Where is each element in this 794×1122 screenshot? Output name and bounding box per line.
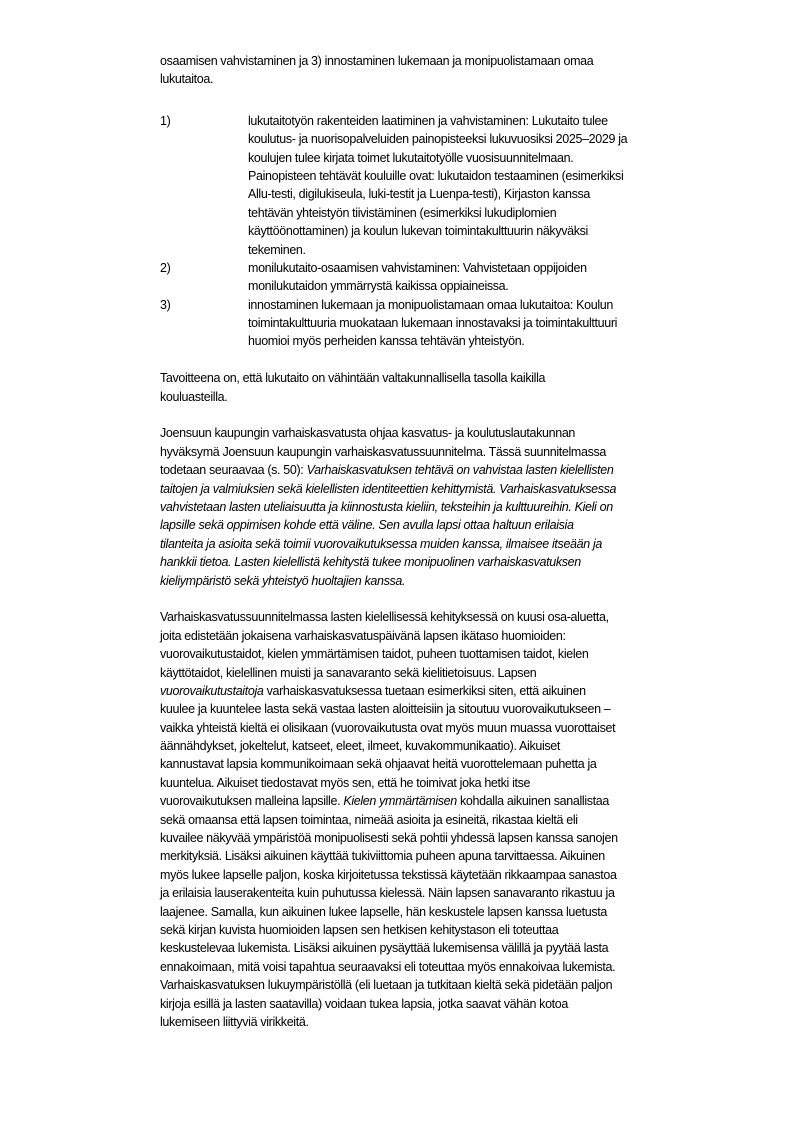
text-line: Painopisteen tehtävät kouluille ovat: lukutaidon testaaminen (esimerkiksi [248, 168, 624, 183]
text-line: vuorovaikutustaidot, kielen ymmärtämisen taidot, puheen tuottamisen taidot, kielen [160, 647, 589, 662]
text-line: monilukutaito-osaamisen vahvistaminen: Vahvistetaan oppijoiden [248, 260, 587, 275]
text-line: vaikka yhteistä kieltä ei olisikaan (vuorovaikutusta ovat myös muun muassa vuorottaiset [160, 720, 616, 735]
text-line: Joensuun kaupungin varhaiskasvatusta ohjaa kasvatus- ja koulutuslautakunnan [160, 426, 576, 441]
text-line: osaamisen vahvistaminen ja 3) innostaminen lukemaan ja monipuolistamaan omaa [160, 54, 594, 68]
list-item-text [248, 112, 730, 259]
text-line: kuvailee näkyvää ympäristöä monipuolisesti sekä pohtii yhdessä lapsen kanssa sanojen [160, 831, 618, 846]
paragraph [160, 369, 730, 406]
list-marker: 3) [160, 297, 171, 312]
text-line: käyttötaidot, kielellinen muisti ja sanavaranto sekä kielitietoisuus. Lapsen [160, 665, 537, 680]
text-line: lukemiseen liittyviä virikkeitä. [160, 1014, 309, 1029]
text-line: koulutus- ja nuorisopalveluiden painopisteeksi lukuvuosiksi 2025–2029 ja [248, 132, 628, 147]
list-item [160, 259, 730, 296]
list-marker: 1) [160, 113, 171, 128]
text-line: keskustelevaa lukemista. Lisäksi aikuinen pysäyttää lukemisensa välillä ja pyytää lasta [160, 941, 609, 956]
text-line: todetaan seuraavaa (s. 50): Varhaiskasvatuksen tehtävä on vahvistaa lasten kielellisten [160, 463, 614, 478]
text-line: lapsille sekä oppimisen kohde että väline. Sen avulla lapsi ottaa haltuun erilaisia [160, 518, 574, 533]
text-line: tehtävän yhteistyön tiivistäminen (esimerkiksi lukudiplomien [248, 205, 557, 220]
text-line: vuorovaikutuksen malleina lapsille. Kielen ymmärtämisen kohdalla aikuinen sanallistaa [160, 794, 609, 809]
paragraph [160, 52, 730, 89]
text-line: käyttöönottaminen) ja koulun lukevan toimintakulttuurin näkyväksi [248, 224, 588, 239]
text-line: kouluasteilla. [160, 389, 228, 404]
text-line: toimintakulttuuria muokataan lukemaan innostavaksi ja toimintakulttuuri [248, 316, 618, 331]
text-line: tekeminen. [248, 242, 306, 257]
text-line: huomioi myös perheiden kanssa tehtävän yhteistyön. [248, 334, 525, 349]
list-item [160, 296, 730, 351]
text-line: lukutaitoa. [160, 72, 214, 87]
text-line: Varhaiskasvatussuunnitelmassa lasten kielellisessä kehityksessä on kuusi osa-aluetta, [160, 610, 609, 625]
text-line: koulujen tulee kirjata toimet lukutaitotyölle vuosisuunnitelmaan. [248, 150, 574, 165]
list-item [160, 112, 730, 259]
text-line: vuorovaikutustaitoja varhaiskasvatuksessa tuetaan esimerkiksi siten, että aikuinen [160, 683, 586, 698]
text-line: sekä omaansa että lapsen toimintaa, nimeää asioita ja esineitä, rikastaa kieltä eli [160, 812, 578, 827]
text-line: innostaminen lukemaan ja monipuolistamaan omaa lukutaitoa: Koulun [248, 297, 613, 312]
text-line: hyväksymä Joensuun kaupungin varhaiskasvatussuunnitelma. Tässä suunnitelmassa [160, 444, 606, 459]
text-line: kuulee ja kuuntelee lasta sekä vastaa lasten aloitteisiin ja sitoutuu vuorovaikutukseen – [160, 702, 611, 717]
text-line: Tavoitteena on, että lukutaito on vähintään valtakunnallisella tasolla kaikilla [160, 371, 546, 386]
text-line: taitojen ja valmiuksien sekä kielellisten identiteettien kehittymistä. Varhaiskasvatuksessa [160, 481, 617, 496]
text-line: kieliympäristö sekä yhteistyö huoltajien kanssa. [160, 573, 406, 588]
text-line: kannustavat lapsia kommunikoimaan sekä ohjaavat heitä vuorottelemaan puhetta ja [160, 757, 597, 772]
paragraph [160, 608, 730, 1031]
paragraph [160, 424, 730, 590]
document-text-block [160, 52, 730, 1031]
text-line: sekä kirjan kuvista huomioiden lapsen sen hetkisen kehitystason eli toteuttaa [160, 922, 559, 937]
text-line: vahvistetaan lasten uteliaisuutta ja kiinnostusta kieliin, teksteihin ja kulttuureihin. Kieli on [160, 499, 613, 514]
text-line: Varhaiskasvatuksen lukuympäristöllä (eli luetaan ja tutkitaan kieltä sekä pidetään paljon [160, 978, 613, 993]
text-line: ennakoimaan, mitä voisi tapahtua seuraavaksi eli toteuttaa myös ennakoivaa lukemista. [160, 959, 616, 974]
list-item-text [248, 296, 730, 351]
text-line: Allu-testi, digilukiseula, luki-testit ja Luenpa-testi), Kirjaston kanssa [248, 187, 590, 202]
text-line: äännähdykset, jokeltelut, katseet, eleet, ilmeet, kuvakommunikaatio). Aikuiset [160, 739, 561, 754]
text-line: merkityksiä. Lisäksi aikuinen käyttää tukiviittomia puheen apuna tarvittaessa. Aikuinen [160, 849, 605, 864]
text-line: hankkii tietoa. Lasten kielellistä kehitystä tukee monipuolinen varhaiskasvatuksen [160, 555, 581, 570]
text-line: monilukutaidon ymmärrystä kaikissa oppiaineissa. [248, 279, 509, 294]
text-line: laajenee. Samalla, kun aikuinen lukee lapselle, hän keskustele lapsen kanssa luetusta [160, 904, 607, 919]
text-line: joita edistetään jokaisena varhaiskasvatuspäivänä lapsen ikätaso huomioiden: [160, 628, 566, 643]
text-line: ja erilaisia lauserakenteita kuin puhutussa kielessä. Näin lapsen sanavaranto rikastuu ja [160, 886, 615, 901]
list-item-text [248, 259, 730, 296]
list-marker: 2) [160, 260, 171, 275]
text-line: myös lukee lapselle paljon, koska kirjoitetussa tekstissä käytetään rikkaampaa sanastoa [160, 867, 617, 882]
text-line: kirjoja esillä ja lasten saatavilla) voidaan tukea lapsia, jotka saavat vähän kotoa [160, 996, 569, 1011]
text-line: kuuntelua. Aikuiset tiedostavat myös sen, että he toimivat joka hetki itse [160, 775, 531, 790]
text-line: tilanteita ja asioita sekä toimii vuorovaikutuksessa muiden kanssa, ilmaisee itseään ja [160, 536, 603, 551]
text-line: lukutaitotyön rakenteiden laatiminen ja vahvistaminen: Lukutaito tulee [248, 113, 608, 128]
